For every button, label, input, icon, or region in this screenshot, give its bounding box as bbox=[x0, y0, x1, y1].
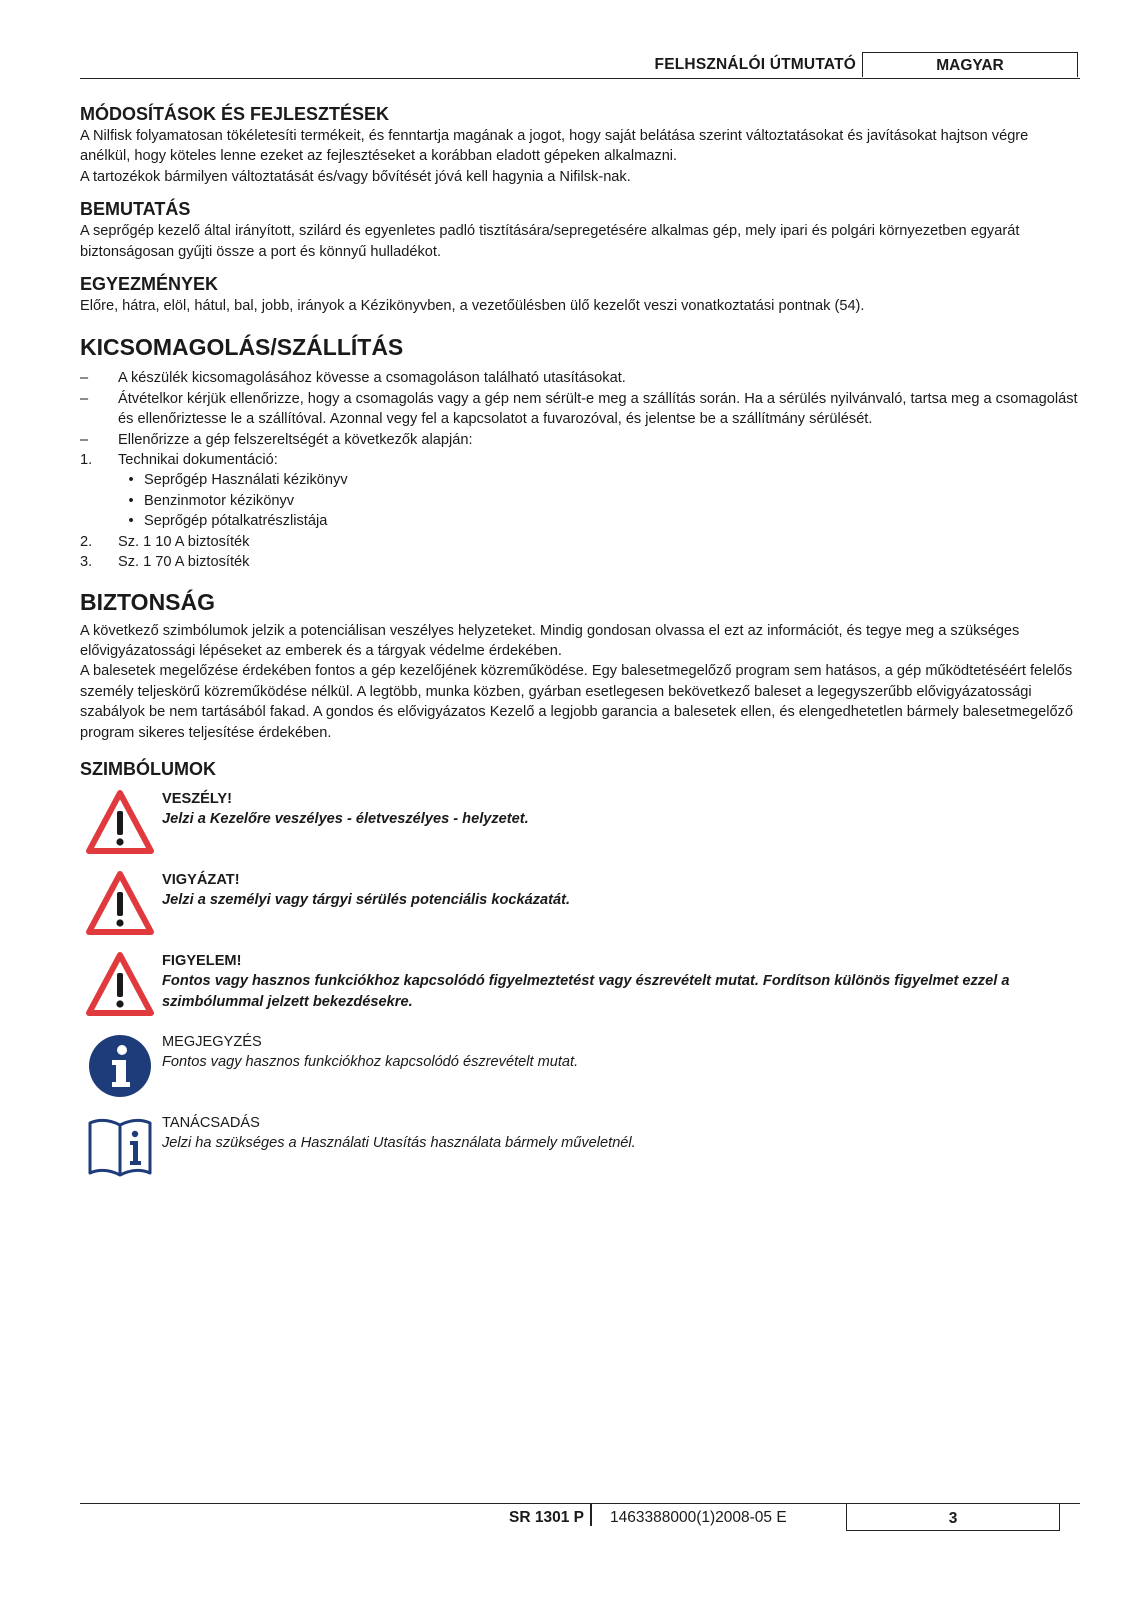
list-item bbox=[80, 430, 1080, 450]
symbol-advice bbox=[80, 1113, 1080, 1194]
list-marker: 1. bbox=[80, 452, 93, 469]
bullet: • bbox=[128, 513, 134, 530]
footer-model: SR 1301 P bbox=[509, 1509, 584, 1526]
section-szimbolumok bbox=[80, 757, 1080, 1194]
section-modositasok bbox=[80, 102, 1080, 187]
symbol-description: Fontos vagy hasznos funkciókhoz kapcsolódó észrevételt mutat. bbox=[162, 1054, 579, 1071]
list-item bbox=[80, 389, 1080, 430]
section-bemutatas bbox=[80, 197, 1080, 262]
list-item bbox=[80, 552, 1080, 572]
section-egyezmenyek bbox=[80, 272, 1080, 316]
paragraph: Előre, hátra, elöl, hátul, bal, jobb, irányok a Kézikönyvben, a vezetőülésben ülő kezelőt veszi vonatkoztatási pontnak (54). bbox=[80, 298, 865, 315]
section-kicsomagolas bbox=[80, 332, 1080, 572]
symbol-description: Jelzi a Kezelőre veszélyes - életveszélyes - helyzetet. bbox=[162, 811, 529, 828]
list-text: A készülék kicsomagolásához kövesse a csomagoláson található utasításokat. bbox=[118, 370, 626, 387]
header-title: FELHSZNÁLÓI ÚTMUTATÓ bbox=[654, 56, 856, 73]
list-text: Átvételkor kérjük ellenőrizze, hogy a csomagolás vagy a gép nem sérült-e meg a szállítás során. Ha a sérülés nyilvánvaló, tartsa meg a csomagolást és ellenőriztesse le a szállítóval. Azonnal vegy fel a kapcsolatot a fuvarozóval, és jelentse be a szállítmány sérülését. bbox=[118, 390, 1078, 428]
list-marker: – bbox=[80, 431, 89, 448]
warning-triangle-icon bbox=[86, 870, 154, 938]
list-item bbox=[80, 532, 1080, 552]
footer-divider bbox=[590, 1504, 592, 1526]
list-item bbox=[80, 450, 1080, 470]
symbol-label: VESZÉLY! bbox=[162, 790, 233, 807]
symbol-description: Jelzi ha szükséges a Használati Utasítás használata bármely műveletnél. bbox=[162, 1135, 636, 1152]
warning-triangle-icon bbox=[86, 951, 154, 1019]
list-text: Sz. 1 70 A biztosíték bbox=[118, 554, 250, 571]
page-content bbox=[80, 102, 1080, 1194]
bullet: • bbox=[128, 472, 134, 489]
section-heading: BEMUTATÁS bbox=[80, 199, 191, 220]
paragraph: A balesetek megelőzése érdekében fontos a gép kezelőjének közreműködése. Egy balesetmegelőző program sem hatásos, a gép működtetéséért felelős személy teljeskörű közreműködése nélkül. A legtöbb, munka közben, gyárban esetlegesen bekövetkező baleset a legegyszerűbb elővigyázatossági szabályok be nem tartásából fakad. A gondos és elővigyázatos Kezelő a legjobb garancia a balesetek ellen, és elengedhetetlen bármely balesetmegelőző program sikeres teljesítése érdekében. bbox=[80, 663, 1074, 741]
section-heading: EGYEZMÉNYEK bbox=[80, 274, 219, 295]
symbol-label: TANÁCSADÁS bbox=[162, 1114, 260, 1131]
list-marker: – bbox=[80, 370, 89, 387]
page-number: 3 bbox=[846, 1504, 1060, 1531]
section-heading: KICSOMAGOLÁS/SZÁLLÍTÁS bbox=[80, 334, 404, 361]
list-text: Sz. 1 10 A biztosíték bbox=[118, 533, 250, 550]
section-biztonsag bbox=[80, 587, 1080, 743]
header-language: MAGYAR bbox=[862, 52, 1078, 77]
sub-list-item bbox=[80, 491, 1080, 511]
footer-document-code: 1463388000(1)2008-05 E bbox=[610, 1509, 787, 1526]
sub-list-text: Seprőgép pótalkatrészlistája bbox=[144, 513, 328, 530]
bullet: • bbox=[128, 492, 134, 509]
list-text: Ellenőrizze a gép felszereltségét a következők alapján: bbox=[118, 431, 473, 448]
symbol-caution bbox=[80, 870, 1080, 951]
list-item bbox=[80, 368, 1080, 388]
section-heading: BIZTONSÁG bbox=[80, 588, 216, 615]
warning-triangle-icon bbox=[86, 789, 154, 857]
symbol-danger bbox=[80, 789, 1080, 870]
list-marker: – bbox=[80, 390, 89, 407]
sub-list-text: Seprőgép Használati kézikönyv bbox=[144, 472, 348, 489]
info-circle-icon bbox=[86, 1032, 154, 1100]
symbol-label: MEGJEGYZÉS bbox=[162, 1033, 262, 1050]
sub-list-text: Benzinmotor kézikönyv bbox=[144, 492, 295, 509]
page-footer bbox=[80, 1503, 1080, 1532]
symbol-label: FIGYELEM! bbox=[162, 952, 242, 969]
section-heading: MÓDOSÍTÁSOK ÉS FEJLESZTÉSEK bbox=[80, 104, 390, 124]
manual-book-icon bbox=[86, 1113, 154, 1181]
paragraph: A seprőgép kezelő által irányított, szilárd és egyenletes padló tisztítására/sepregetésére alkalmas gép, mely ipari és polgári környezetben egyarát biztonságosan gyűjti össze a port és könnyű hulladékot. bbox=[80, 223, 1020, 260]
symbol-attention bbox=[80, 951, 1080, 1032]
paragraph: A következő szimbólumok jelzik a potenciálisan veszélyes helyzeteket. Mindig gondosan olvassa el ezt az információt, és tegye meg a szükséges elővigyázatossági lépéseket az emberek és a tárgyak védelme érdekében. bbox=[80, 622, 1020, 659]
paragraph: A Nilfisk folyamatosan tökéletesíti termékeit, és fenntartja magának a jogot, hogy saját belátása szerint változtatásokat és javításokat hajtson végre anélkül, hogy köteles lenne ezeket az fejlesztéseket a korábban eladott gépeken alkalmazni. bbox=[80, 128, 1029, 165]
unpacking-list bbox=[80, 368, 1080, 572]
paragraph: A tartozékok bármilyen változtatását és/vagy bővítését jóvá kell hagynia a Nifilsk-nak. bbox=[80, 168, 631, 185]
section-heading: SZIMBÓLUMOK bbox=[80, 758, 216, 779]
symbol-description: Fontos vagy hasznos funkciókhoz kapcsolódó figyelmeztetést vagy észrevételt mutat. Fordítson különös figyelmet ezzel a szimbólummal jelzett bekezdésekre. bbox=[162, 973, 1010, 1010]
symbol-note bbox=[80, 1032, 1080, 1113]
list-marker: 3. bbox=[80, 554, 93, 571]
sub-list-item bbox=[80, 470, 1080, 490]
page-header bbox=[80, 52, 1080, 79]
symbol-label: VIGYÁZAT! bbox=[162, 871, 240, 888]
list-marker: 2. bbox=[80, 533, 93, 550]
sub-list-item bbox=[80, 511, 1080, 531]
list-text: Technikai dokumentáció: bbox=[118, 452, 278, 469]
symbol-description: Jelzi a személyi vagy tárgyi sérülés potenciális kockázatát. bbox=[162, 892, 571, 909]
